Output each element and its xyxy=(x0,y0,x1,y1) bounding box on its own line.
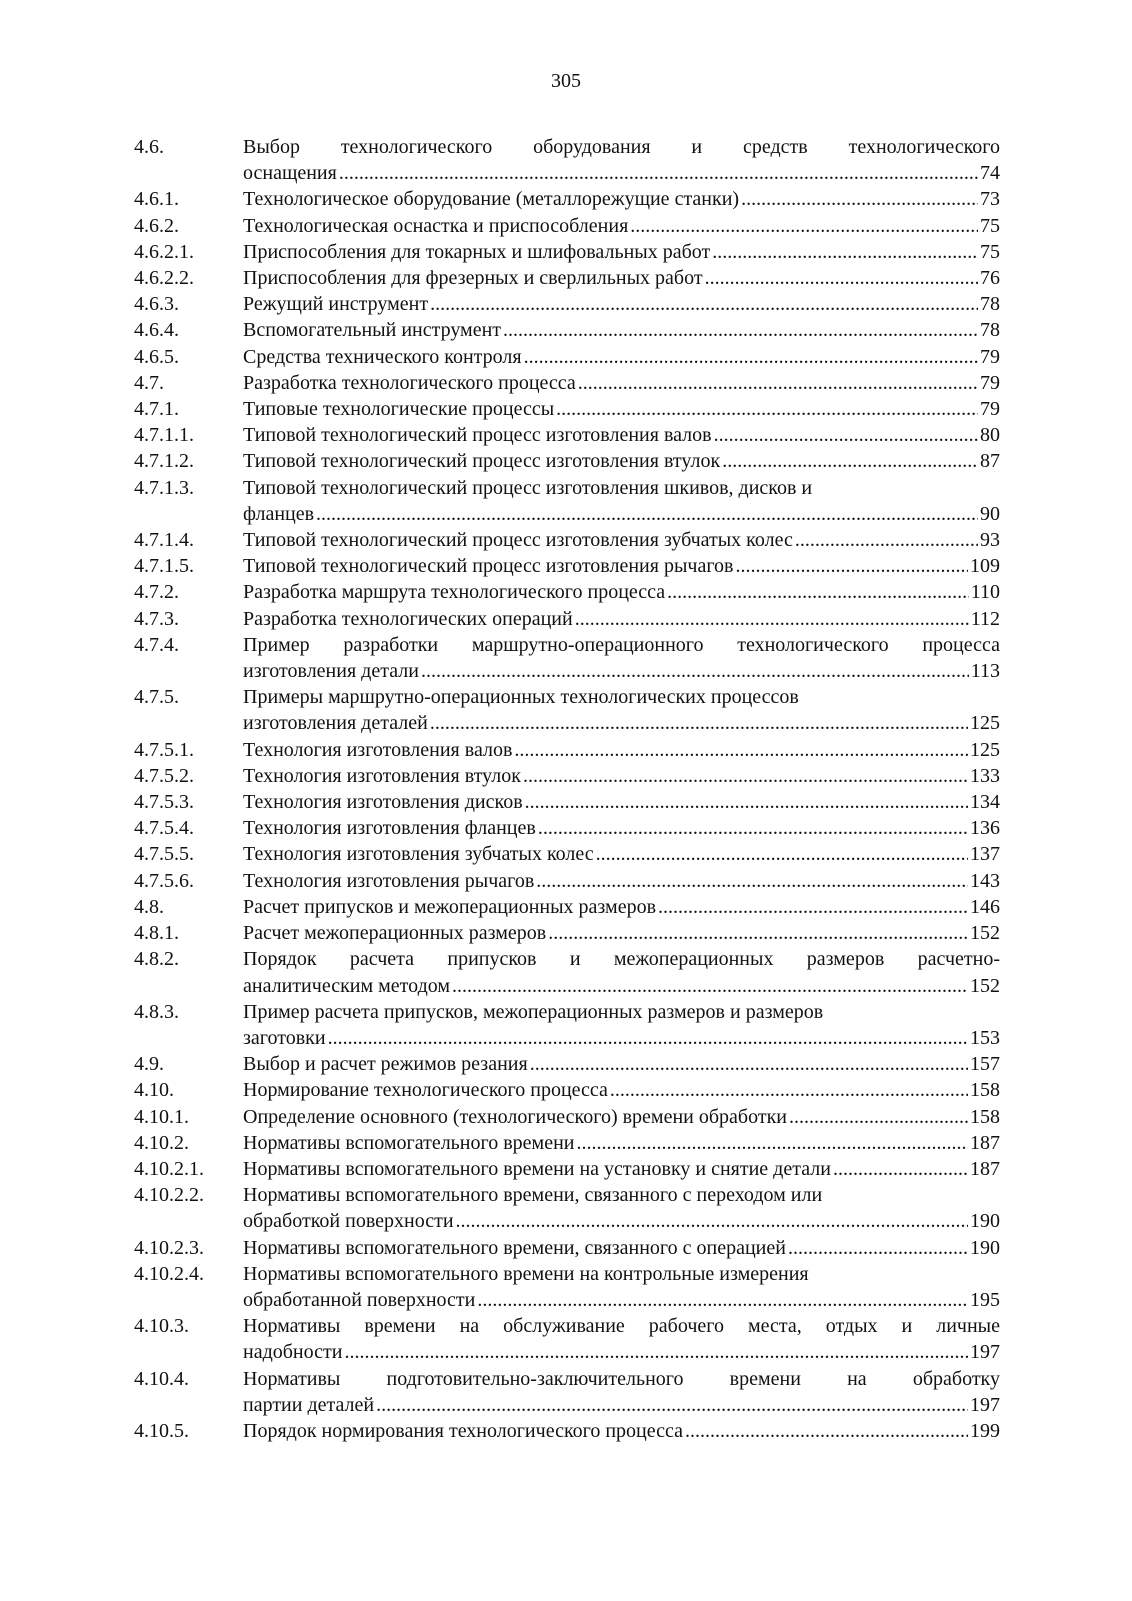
toc-entry[interactable] xyxy=(134,999,1000,1051)
toc-entry-title: Технология изготовления фланцев xyxy=(243,817,536,840)
toc-entry[interactable] xyxy=(134,1156,1000,1182)
toc-entry-title-first-line: Пример расчета припусков, межоперационных размеров и размеров xyxy=(243,1000,824,1023)
toc-entry-line xyxy=(243,160,1000,186)
toc-entry-number: 4.7.1.5. xyxy=(134,555,194,578)
toc-entry-page: 93 xyxy=(980,529,1000,552)
toc-entry[interactable] xyxy=(134,239,1000,265)
toc-entry-line xyxy=(243,448,1000,474)
toc-entry-title: Типовой технологический процесс изготовления зубчатых колес xyxy=(243,529,793,552)
toc-entry-line xyxy=(243,868,1000,894)
toc-entry-body xyxy=(243,448,1000,474)
toc-dot-leader xyxy=(722,448,978,474)
toc-entry-page: 143 xyxy=(970,869,1000,892)
toc-entry-title: Средства технического контроля xyxy=(243,345,522,368)
toc-entry-title-first-line: Пример разработки маршрутно-операционного технологического процесса xyxy=(243,633,1000,656)
toc-dot-leader xyxy=(658,894,968,920)
toc-dot-leader xyxy=(789,1104,968,1130)
toc-entry-title: Разработка технологических операций xyxy=(243,607,573,630)
toc-entry-body xyxy=(243,370,1000,396)
toc-entry-line xyxy=(243,1392,1000,1418)
toc-entry-body xyxy=(243,1051,1000,1077)
toc-entry-body xyxy=(243,396,1000,422)
toc-entry-page: 75 xyxy=(980,240,1000,263)
toc-entry-page: 79 xyxy=(980,345,1000,368)
toc-entry-number: 4.7.5.5. xyxy=(134,843,194,866)
toc-entry-line xyxy=(243,396,1000,422)
toc-entry-page: 90 xyxy=(980,502,1000,525)
toc-dot-leader xyxy=(576,1130,968,1156)
toc-entry-line xyxy=(243,1025,1000,1051)
toc-entry-line xyxy=(243,579,1000,605)
toc-entry[interactable] xyxy=(134,684,1000,736)
toc-entry-title: Технология изготовления зубчатых колес xyxy=(243,843,594,866)
toc-entry-line xyxy=(243,1077,1000,1103)
toc-entry-page: 76 xyxy=(980,267,1000,290)
toc-entry-page: 146 xyxy=(970,895,1000,918)
toc-dot-leader xyxy=(667,579,969,605)
toc-entry-page: 158 xyxy=(970,1079,1000,1102)
toc-entry-line xyxy=(243,1051,1000,1077)
toc-entry-page: 152 xyxy=(970,922,1000,945)
toc-entry-title: Типовые технологические процессы xyxy=(243,398,555,421)
toc-entry-line xyxy=(243,763,1000,789)
toc-entry-page: 125 xyxy=(970,738,1000,761)
toc-entry-line xyxy=(243,422,1000,448)
toc-entry-number: 4.10.2.2. xyxy=(134,1184,204,1207)
toc-entry-body xyxy=(243,920,1000,946)
toc-entry-title: Технологическое оборудование (металлорежущие станки) xyxy=(243,188,740,211)
toc-entry-title: Разработка маршрута технологического процесса xyxy=(243,581,666,604)
toc-entry-number: 4.6.3. xyxy=(134,293,179,316)
toc-entry-number: 4.7.1.1. xyxy=(134,424,194,447)
toc-dot-leader xyxy=(530,1051,968,1077)
toc-entry[interactable] xyxy=(134,213,1000,239)
toc-entry-title: Технология изготовления валов xyxy=(243,738,513,761)
toc-entry-line xyxy=(243,317,1000,343)
toc-entry-number: 4.7.2. xyxy=(134,581,179,604)
toc-entry-title: Приспособления для фрезерных и сверлильных работ xyxy=(243,267,703,290)
toc-dot-leader xyxy=(685,1418,968,1444)
toc-entry-line xyxy=(243,894,1000,920)
toc-entry-page: 197 xyxy=(970,1341,1000,1364)
toc-dot-leader xyxy=(705,265,978,291)
toc-entry[interactable] xyxy=(134,291,1000,317)
toc-entry[interactable] xyxy=(134,370,1000,396)
toc-entry-title: Нормативы вспомогательного времени на установку и снятие детали xyxy=(243,1157,831,1180)
toc-entry-number: 4.10.2.1. xyxy=(134,1157,204,1180)
toc-entry-number: 4.7.5.2. xyxy=(134,764,194,787)
toc-dot-leader xyxy=(735,553,968,579)
toc-entry-body xyxy=(243,344,1000,370)
toc-dot-leader xyxy=(714,422,978,448)
toc-entry[interactable] xyxy=(134,1418,1000,1444)
toc-dot-leader xyxy=(523,763,968,789)
toc-entry-page: 73 xyxy=(980,188,1000,211)
toc-entry-title: обработанной поверхности xyxy=(243,1288,476,1311)
toc-entry-line xyxy=(243,344,1000,370)
toc-dot-leader xyxy=(525,789,968,815)
toc-entry-number: 4.6.2.2. xyxy=(134,267,194,290)
toc-entry-body xyxy=(243,527,1000,553)
toc-entry-title-first-line: Нормативы времени на обслуживание рабочего места, отдых и личные xyxy=(243,1315,1000,1338)
toc-entry-number: 4.7.5.3. xyxy=(134,791,194,814)
toc-entry-number: 4.7.1.2. xyxy=(134,450,194,473)
toc-dot-leader xyxy=(430,291,978,317)
toc-entry[interactable] xyxy=(134,579,1000,605)
toc-entry-title-first-line: Нормативы вспомогательного времени на контрольные измерения xyxy=(243,1262,809,1285)
toc-entry-page: 195 xyxy=(970,1288,1000,1311)
toc-entry-title: изготовления деталей xyxy=(243,712,428,735)
toc-entry-title: Технология изготовления дисков xyxy=(243,791,523,814)
toc-dot-leader xyxy=(741,186,978,212)
toc-entry-line xyxy=(243,186,1000,212)
toc-dot-leader xyxy=(344,1339,968,1365)
toc-entry-number: 4.7.1.3. xyxy=(134,476,194,499)
table-of-contents xyxy=(134,134,1000,1444)
toc-dot-leader xyxy=(610,1077,968,1103)
toc-entry-line xyxy=(243,213,1000,239)
toc-entry-number: 4.7.4. xyxy=(134,633,179,656)
toc-entry-page: 78 xyxy=(980,319,1000,342)
toc-dot-leader xyxy=(833,1156,968,1182)
toc-entry-body xyxy=(243,213,1000,239)
toc-entry[interactable] xyxy=(134,1077,1000,1103)
toc-entry-page: 187 xyxy=(970,1131,1000,1154)
toc-entry-page: 190 xyxy=(970,1236,1000,1259)
toc-dot-leader xyxy=(575,606,969,632)
toc-entry[interactable] xyxy=(134,1130,1000,1156)
toc-entry-page: 134 xyxy=(970,791,1000,814)
toc-entry-number: 4.7.1. xyxy=(134,398,179,421)
toc-entry[interactable] xyxy=(134,946,1000,998)
toc-entry-page: 110 xyxy=(970,581,1000,604)
toc-dot-leader xyxy=(548,920,968,946)
toc-entry-body xyxy=(243,763,1000,789)
toc-entry-line xyxy=(243,1208,1000,1234)
toc-dot-leader xyxy=(630,213,978,239)
toc-entry-page: 137 xyxy=(970,843,1000,866)
toc-entry-page: 80 xyxy=(980,424,1000,447)
toc-dot-leader xyxy=(456,1208,968,1234)
toc-entry-number: 4.7.5.6. xyxy=(134,869,194,892)
toc-entry-number: 4.8. xyxy=(134,895,164,918)
toc-dot-leader xyxy=(316,501,978,527)
toc-entry[interactable] xyxy=(134,737,1000,763)
toc-entry-page: 113 xyxy=(970,660,1000,683)
toc-entry-number: 4.8.3. xyxy=(134,1000,179,1023)
toc-entry-number: 4.8.1. xyxy=(134,922,179,945)
toc-entry-title: Типовой технологический процесс изготовления рычагов xyxy=(243,555,734,578)
toc-entry-page: 109 xyxy=(970,555,1000,578)
toc-entry-title-first-line: Типовой технологический процесс изготовления шкивов, дисков и xyxy=(243,476,813,499)
toc-entry[interactable] xyxy=(134,1182,1000,1234)
toc-entry[interactable] xyxy=(134,763,1000,789)
page-number: 305 xyxy=(551,70,581,92)
toc-entry[interactable] xyxy=(134,186,1000,212)
toc-entry-body xyxy=(243,632,1000,684)
toc-entry-title: Вспомогательный инструмент xyxy=(243,319,502,342)
toc-dot-leader xyxy=(477,1287,968,1313)
toc-entry-page: 79 xyxy=(980,398,1000,421)
toc-entry[interactable] xyxy=(134,475,1000,527)
toc-entry-number: 4.10.4. xyxy=(134,1367,189,1390)
toc-entry[interactable] xyxy=(134,1051,1000,1077)
toc-entry-body xyxy=(243,1418,1000,1444)
toc-entry-title: обработкой поверхности xyxy=(243,1210,454,1233)
toc-entry-number: 4.6.1. xyxy=(134,188,179,211)
toc-entry-page: 158 xyxy=(970,1105,1000,1128)
toc-entry-line xyxy=(243,239,1000,265)
toc-entry[interactable] xyxy=(134,134,1000,186)
toc-dot-leader xyxy=(578,370,978,396)
toc-entry-body xyxy=(243,291,1000,317)
toc-dot-leader xyxy=(430,710,968,736)
toc-entry-title: Технология изготовления рычагов xyxy=(243,869,535,892)
toc-entry-page: 197 xyxy=(970,1393,1000,1416)
toc-entry-number: 4.6.5. xyxy=(134,345,179,368)
toc-entry-title: Нормативы вспомогательного времени xyxy=(243,1131,575,1154)
toc-entry-body xyxy=(243,239,1000,265)
toc-entry-body xyxy=(243,684,1000,736)
toc-entry-body xyxy=(243,553,1000,579)
toc-entry-line xyxy=(243,1156,1000,1182)
toc-dot-leader xyxy=(503,317,978,343)
toc-entry-line xyxy=(243,920,1000,946)
toc-entry-title: Типовой технологический процесс изготовления втулок xyxy=(243,450,721,473)
toc-entry[interactable] xyxy=(134,606,1000,632)
toc-entry-title: изготовления детали xyxy=(243,660,419,683)
toc-entry-body xyxy=(243,265,1000,291)
toc-dot-leader xyxy=(596,841,968,867)
toc-entry-number: 4.6.4. xyxy=(134,319,179,342)
toc-entry-page: 199 xyxy=(970,1419,1000,1442)
toc-entry-body xyxy=(243,606,1000,632)
toc-entry-page: 136 xyxy=(970,817,1000,840)
toc-entry-body xyxy=(243,1077,1000,1103)
toc-entry-body xyxy=(243,1313,1000,1365)
toc-entry[interactable] xyxy=(134,344,1000,370)
toc-entry-body xyxy=(243,946,1000,998)
toc-entry-number: 4.10.5. xyxy=(134,1419,189,1442)
toc-entry-number: 4.9. xyxy=(134,1053,164,1076)
toc-entry[interactable] xyxy=(134,789,1000,815)
toc-entry-page: 74 xyxy=(980,162,1000,185)
toc-entry-body xyxy=(243,475,1000,527)
toc-dot-leader xyxy=(788,1235,968,1261)
toc-entry-title-first-line: Примеры маршрутно-операционных технологических процессов xyxy=(243,686,799,709)
toc-entry-body xyxy=(243,1130,1000,1156)
toc-dot-leader xyxy=(421,658,969,684)
toc-entry-body xyxy=(243,1156,1000,1182)
toc-entry-line xyxy=(243,1104,1000,1130)
toc-entry-page: 187 xyxy=(970,1157,1000,1180)
toc-entry-body xyxy=(243,1104,1000,1130)
toc-entry-number: 4.10.2.3. xyxy=(134,1236,204,1259)
toc-dot-leader xyxy=(514,737,968,763)
toc-entry-line xyxy=(243,1130,1000,1156)
toc-entry-title: Технология изготовления втулок xyxy=(243,764,521,787)
toc-entry-title: Нормирование технологического процесса xyxy=(243,1079,608,1102)
toc-entry-line xyxy=(243,658,1000,684)
toc-entry[interactable] xyxy=(134,422,1000,448)
toc-entry-page: 112 xyxy=(970,607,1000,630)
toc-entry-title: Типовой технологический процесс изготовления валов xyxy=(243,424,712,447)
toc-entry-body xyxy=(243,317,1000,343)
toc-entry[interactable] xyxy=(134,527,1000,553)
toc-entry[interactable] xyxy=(134,1235,1000,1261)
toc-dot-leader xyxy=(452,973,968,999)
toc-entry-title: Режущий инструмент xyxy=(243,293,429,316)
toc-entry-title-first-line: Выбор технологического оборудования и средств технологического xyxy=(243,136,1000,158)
toc-entry-title: оснащения xyxy=(243,162,337,185)
toc-entry[interactable] xyxy=(134,1104,1000,1130)
toc-entry-page: 79 xyxy=(980,371,1000,394)
toc-entry-line xyxy=(243,606,1000,632)
toc-entry-number: 4.7.1.4. xyxy=(134,529,194,552)
toc-entry-line xyxy=(243,553,1000,579)
toc-entry-line xyxy=(243,501,1000,527)
toc-entry-line xyxy=(243,841,1000,867)
toc-entry[interactable] xyxy=(134,553,1000,579)
toc-entry-body xyxy=(243,1366,1000,1418)
toc-entry-title: Расчет припусков и межоперационных размеров xyxy=(243,895,657,918)
toc-entry-body xyxy=(243,999,1000,1051)
toc-entry-body xyxy=(243,1261,1000,1313)
toc-entry-body xyxy=(243,737,1000,763)
toc-entry-page: 190 xyxy=(970,1210,1000,1233)
toc-entry[interactable] xyxy=(134,317,1000,343)
toc-entry-page: 153 xyxy=(970,1026,1000,1049)
toc-entry-title: заготовки xyxy=(243,1026,326,1049)
toc-entry-title-first-line: Нормативы вспомогательного времени, связанного с переходом или xyxy=(243,1184,823,1207)
toc-entry-line xyxy=(243,1339,1000,1365)
toc-entry[interactable] xyxy=(134,396,1000,422)
toc-dot-leader xyxy=(339,160,978,186)
toc-entry-title: Определение основного (технологического) времени обработки xyxy=(243,1105,787,1128)
toc-entry-title: Расчет межоперационных размеров xyxy=(243,922,547,945)
toc-entry-number: 4.7.3. xyxy=(134,607,179,630)
toc-entry[interactable] xyxy=(134,265,1000,291)
toc-dot-leader xyxy=(328,1025,968,1051)
toc-entry-line xyxy=(243,1235,1000,1261)
toc-entry-title: Разработка технологического процесса xyxy=(243,371,576,394)
toc-entry[interactable] xyxy=(134,920,1000,946)
toc-entry-title: Нормативы вспомогательного времени, связанного с операцией xyxy=(243,1236,786,1259)
toc-entry-number: 4.7.5.1. xyxy=(134,738,194,761)
toc-dot-leader xyxy=(524,344,978,370)
toc-entry-number: 4.10.2.4. xyxy=(134,1262,204,1285)
toc-entry-body xyxy=(243,841,1000,867)
toc-entry-title: Приспособления для токарных и шлифовальных работ xyxy=(243,240,711,263)
toc-entry-body xyxy=(243,789,1000,815)
toc-entry-page: 157 xyxy=(970,1053,1000,1076)
toc-entry[interactable] xyxy=(134,894,1000,920)
toc-entry-title-first-line: Порядок расчета припусков и межоперационных размеров расчетно- xyxy=(243,948,1000,971)
toc-entry-page: 125 xyxy=(970,712,1000,735)
toc-entry[interactable] xyxy=(134,1313,1000,1365)
toc-entry-page: 75 xyxy=(980,214,1000,237)
toc-entry-number: 4.10.1. xyxy=(134,1105,189,1128)
toc-entry-body xyxy=(243,868,1000,894)
toc-entry-line xyxy=(243,1287,1000,1313)
toc-entry-line xyxy=(243,1418,1000,1444)
toc-entry-page: 133 xyxy=(970,764,1000,787)
toc-entry-title: Порядок нормирования технологического процесса xyxy=(243,1419,684,1442)
toc-entry[interactable] xyxy=(134,841,1000,867)
toc-entry-body xyxy=(243,815,1000,841)
toc-entry-title-first-line: Нормативы подготовительно-заключительного времени на обработку xyxy=(243,1367,1000,1390)
toc-entry-number: 4.6.2. xyxy=(134,214,179,237)
toc-dot-leader xyxy=(795,527,978,553)
toc-entry-title: Технологическая оснастка и приспособления xyxy=(243,214,629,237)
toc-entry-line xyxy=(243,973,1000,999)
toc-entry[interactable] xyxy=(134,448,1000,474)
toc-entry-number: 4.6.2.1. xyxy=(134,240,194,263)
toc-dot-leader xyxy=(712,239,978,265)
toc-entry-page: 87 xyxy=(980,450,1000,473)
toc-entry[interactable] xyxy=(134,632,1000,684)
toc-entry-body xyxy=(243,1182,1000,1234)
toc-entry-page: 152 xyxy=(970,974,1000,997)
toc-entry[interactable] xyxy=(134,1366,1000,1418)
toc-entry-line xyxy=(243,527,1000,553)
toc-entry-title: фланцев xyxy=(243,502,315,525)
toc-entry-line xyxy=(243,710,1000,736)
toc-entry-line xyxy=(243,291,1000,317)
toc-entry-number: 4.6. xyxy=(134,136,164,158)
toc-entry-line xyxy=(243,265,1000,291)
toc-dot-leader xyxy=(376,1392,968,1418)
toc-entry-title: аналитическим методом xyxy=(243,974,451,997)
toc-entry[interactable] xyxy=(134,1261,1000,1313)
toc-entry-body xyxy=(243,134,1000,186)
toc-entry-body xyxy=(243,894,1000,920)
toc-dot-leader xyxy=(556,396,978,422)
toc-entry-line xyxy=(243,370,1000,396)
toc-entry-number: 4.7.5.4. xyxy=(134,817,194,840)
toc-dot-leader xyxy=(536,868,968,894)
toc-entry-body xyxy=(243,579,1000,605)
toc-entry-line xyxy=(243,815,1000,841)
toc-entry-line xyxy=(243,737,1000,763)
toc-entry-number: 4.10. xyxy=(134,1079,174,1102)
toc-dot-leader xyxy=(538,815,968,841)
toc-entry-body xyxy=(243,186,1000,212)
toc-entry-number: 4.10.3. xyxy=(134,1315,189,1338)
toc-entry-body xyxy=(243,1235,1000,1261)
toc-entry[interactable] xyxy=(134,815,1000,841)
toc-entry-title: партии деталей xyxy=(243,1393,375,1416)
toc-entry-number: 4.10.2. xyxy=(134,1131,189,1154)
toc-entry-page: 78 xyxy=(980,293,1000,316)
toc-entry-number: 4.7.5. xyxy=(134,686,179,709)
toc-entry-body xyxy=(243,422,1000,448)
toc-entry-title: надобности xyxy=(243,1341,343,1364)
toc-entry-line xyxy=(243,789,1000,815)
toc-entry[interactable] xyxy=(134,868,1000,894)
toc-entry-number: 4.8.2. xyxy=(134,948,179,971)
toc-entry-number: 4.7. xyxy=(134,371,164,394)
toc-entry-title: Выбор и расчет режимов резания xyxy=(243,1053,528,1076)
